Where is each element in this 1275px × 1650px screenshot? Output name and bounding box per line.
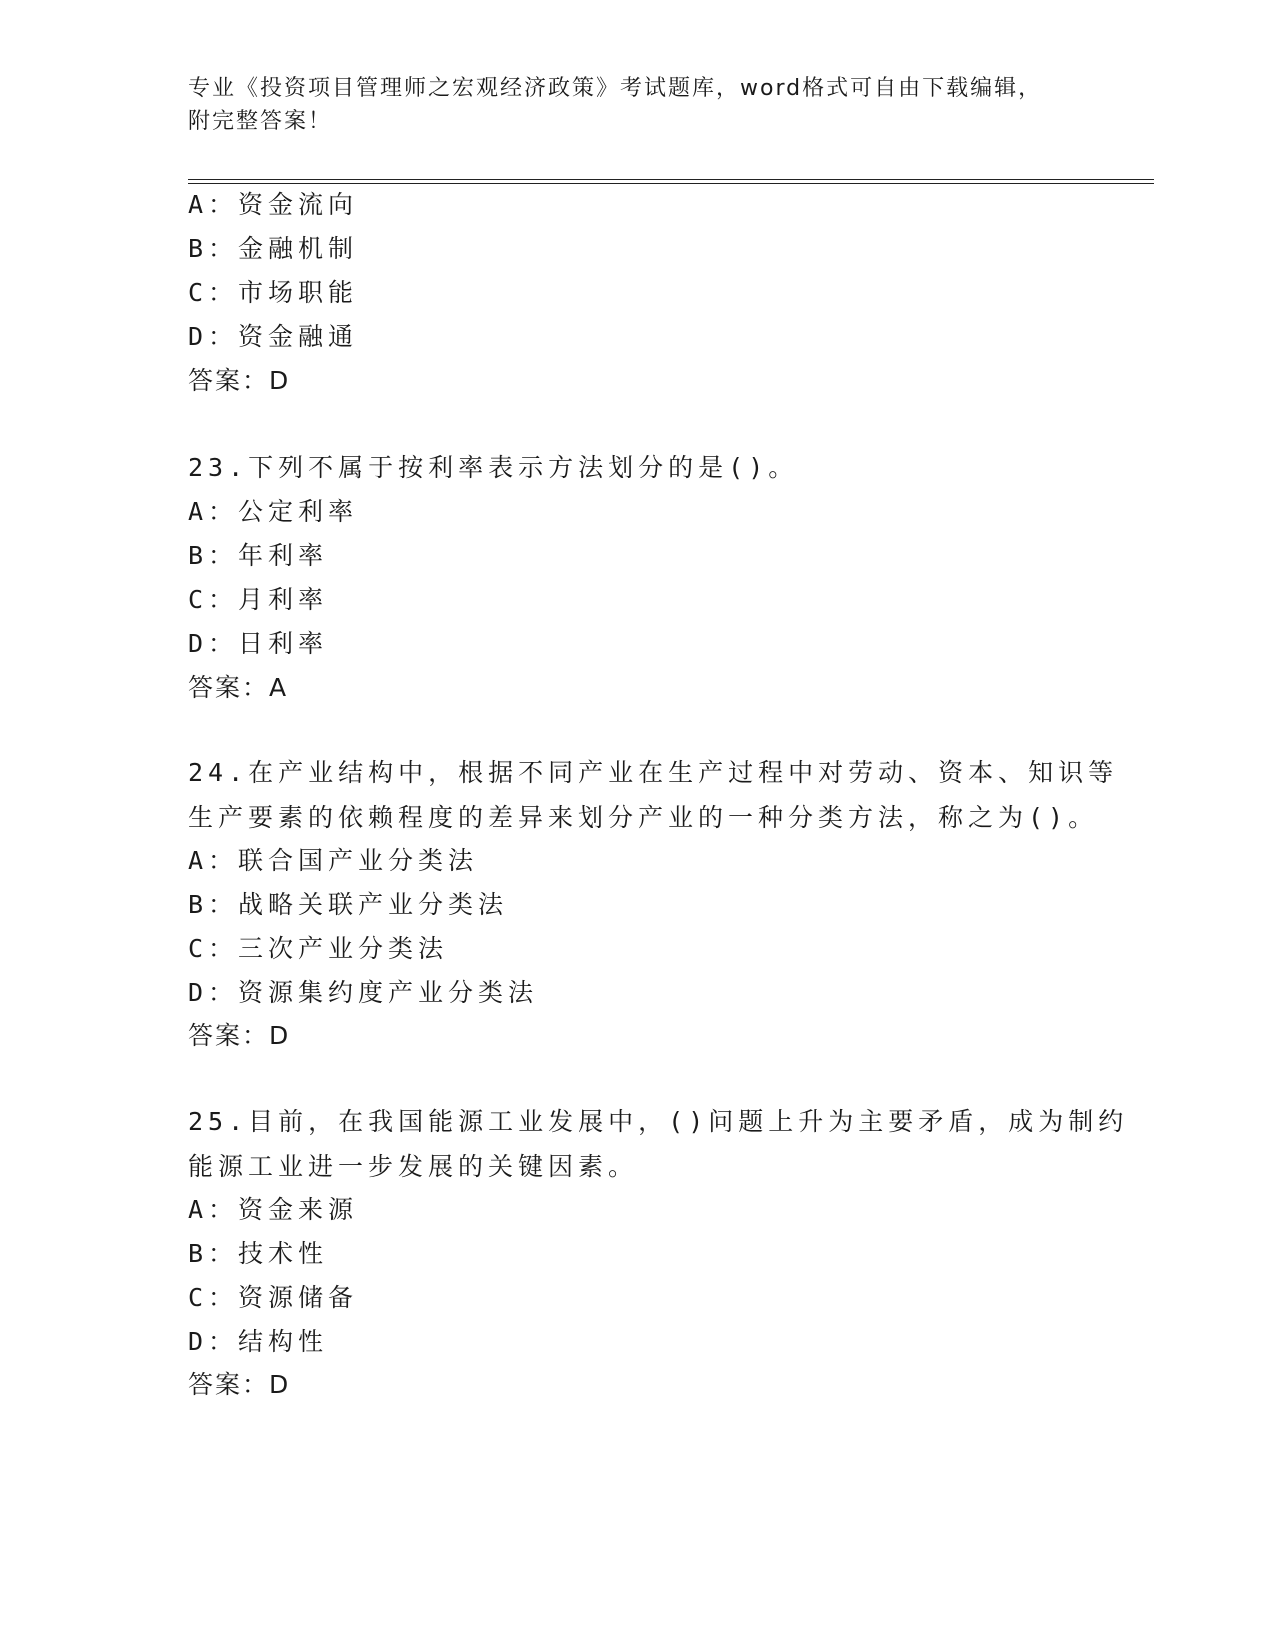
option-d: D：日利率	[188, 629, 329, 658]
option-a: A：资金来源	[188, 1195, 359, 1224]
header-divider-bottom	[188, 183, 1154, 184]
question-25-text-line-1: 25.目前，在我国能源工业发展中，()问题上升为主要矛盾，成为制约	[188, 1107, 1129, 1136]
option-d: D：结构性	[188, 1327, 329, 1356]
option-b: B：年利率	[188, 541, 329, 570]
answer: 答案：D	[188, 1370, 291, 1399]
document-header	[188, 72, 1088, 138]
option-b: B：金融机制	[188, 234, 359, 263]
option-c: C：月利率	[188, 585, 329, 614]
option-d: D：资金融通	[188, 322, 359, 351]
option-c: C：资源储备	[188, 1283, 359, 1312]
answer: 答案：D	[188, 366, 291, 395]
question-24-text-line-1: 24.在产业结构中，根据不同产业在生产过程中对劳动、资本、知识等	[188, 758, 1119, 787]
option-c: C：三次产业分类法	[188, 934, 449, 963]
question-23-text: 23.下列不属于按利率表示方法划分的是()。	[188, 453, 799, 482]
answer: 答案：A	[188, 673, 289, 702]
option-b: B：战略关联产业分类法	[188, 890, 509, 919]
question-24-text-line-2: 生产要素的依赖程度的差异来划分产业的一种分类方法，称之为()。	[188, 803, 1099, 832]
question-25-text-line-2: 能源工业进一步发展的关键因素。	[188, 1152, 639, 1181]
header-divider-top	[188, 179, 1154, 180]
option-d: D：资源集约度产业分类法	[188, 978, 539, 1007]
answer: 答案：D	[188, 1021, 291, 1050]
option-c: C：市场职能	[188, 278, 359, 307]
header-line-2: 附完整答案！	[188, 109, 333, 134]
option-a: A：资金流向	[188, 190, 359, 219]
option-a: A：公定利率	[188, 497, 359, 526]
header-line-1: 专业《投资项目管理师之宏观经济政策》考试题库，word格式可自由下载编辑，	[188, 76, 1043, 101]
option-b: B：技术性	[188, 1239, 329, 1268]
option-a: A：联合国产业分类法	[188, 846, 479, 875]
